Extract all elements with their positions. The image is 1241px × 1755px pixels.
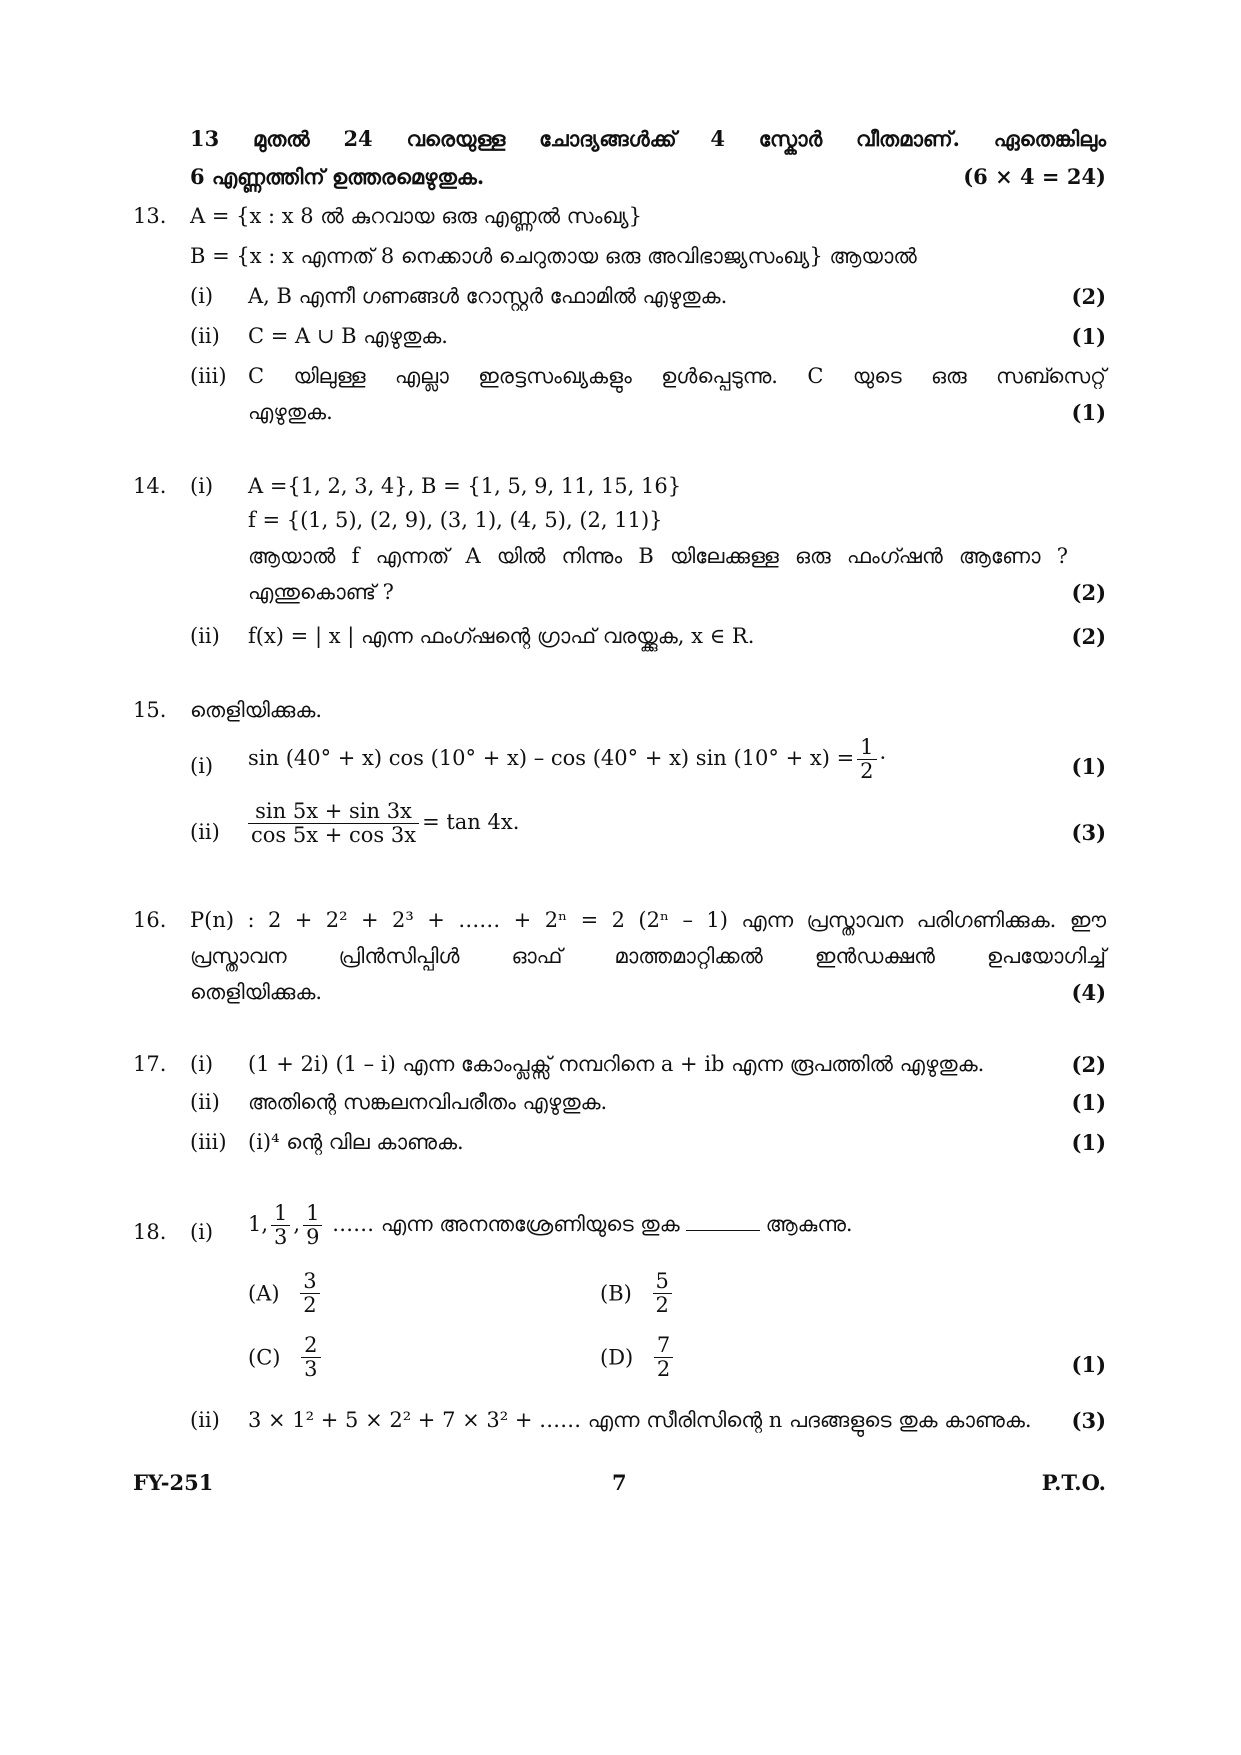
fraction-denominator: 2 bbox=[655, 1293, 669, 1318]
q17-part-2-marks: (1) bbox=[1071, 1090, 1106, 1115]
q15-part-2-marks: (3) bbox=[1071, 820, 1106, 845]
fraction-numerator: 5 bbox=[653, 1270, 672, 1294]
option-b-fraction bbox=[653, 1270, 672, 1317]
q15-part-1-tail: · bbox=[879, 746, 887, 771]
q14-part-2-label: (ii) bbox=[190, 624, 220, 648]
option-d[interactable] bbox=[600, 1334, 676, 1381]
question-number-14: 14. bbox=[133, 474, 167, 498]
q15-intro: തെളിയിക്കുക. bbox=[190, 698, 323, 722]
q18-part-2-text: 3 × 1² + 5 × 2² + 7 × 3² + …… എന്ന സീരിസിന്റെ n പദങ്ങളുടെ തുക കാണുക. bbox=[248, 1408, 1032, 1432]
q14-part-2-text: f(x) = | x | എന്ന ഫംഗ്ഷന്റെ ഗ്രാഫ് വരയ്ക്കുക, x ∈ R. bbox=[248, 624, 755, 648]
option-a-fraction bbox=[300, 1270, 319, 1317]
fraction-denominator: 2 bbox=[860, 759, 874, 784]
q13-part-3-marks: (1) bbox=[1071, 400, 1106, 425]
q16-line-2: പ്രസ്താവന പ്രിൻസിപ്പിൾ ഓഫ് മാത്തമാറ്റിക്കൽ ഇൻഡക്ഷൻ ഉപയോഗിച്ച് bbox=[190, 944, 1106, 968]
series-description: …… എന്ന അനന്തശ്രേണിയുടെ തുക bbox=[332, 1212, 680, 1237]
question-number-15: 15. bbox=[133, 698, 167, 722]
q13-part-3-label: (iii) bbox=[190, 364, 227, 388]
q17-part-2-label: (ii) bbox=[190, 1090, 220, 1114]
q15-part-2-rhs: = tan 4x. bbox=[422, 810, 520, 835]
q13-part-1-marks: (2) bbox=[1071, 284, 1106, 309]
question-number-17: 17. bbox=[133, 1052, 167, 1076]
option-d-label: (D) bbox=[600, 1345, 634, 1370]
q15-part-1-label: (i) bbox=[190, 754, 214, 778]
q17-part-3-label: (iii) bbox=[190, 1130, 227, 1154]
q17-part-2-text: അതിന്റെ സങ്കലനവിപരീതം എഴുതുക. bbox=[248, 1090, 608, 1114]
q14-part-1-line-1: A ={1, 2, 3, 4}, B = {1, 5, 9, 11, 15, 16} bbox=[248, 474, 682, 498]
q13-part-1-text: A, B എന്നീ ഗണങ്ങൾ റോസ്റ്റർ ഫോമിൽ എഴുതുക. bbox=[248, 284, 728, 308]
fraction-denominator: 2 bbox=[656, 1357, 671, 1382]
q17-part-3-marks: (1) bbox=[1071, 1130, 1106, 1155]
option-c-fraction bbox=[301, 1334, 320, 1381]
fraction-numerator: 1 bbox=[271, 1202, 290, 1226]
question-number-16: 16. bbox=[133, 908, 167, 932]
q15-part-2-label: (ii) bbox=[190, 820, 220, 844]
fraction-numerator: 1 bbox=[857, 736, 876, 760]
fraction-numerator: 3 bbox=[300, 1270, 319, 1294]
instructions-marks: (6 × 4 = 24) bbox=[963, 164, 1106, 189]
q14-part-1-label: (i) bbox=[190, 474, 214, 498]
q18-part-1-label: (i) bbox=[190, 1220, 214, 1244]
answer-blank bbox=[686, 1230, 760, 1231]
option-b[interactable] bbox=[600, 1270, 675, 1317]
q13-part-3-text-line-2: എഴുതുക. bbox=[248, 400, 333, 424]
option-d-fraction bbox=[654, 1334, 673, 1381]
q18-part-1-series: 1, $\frac{1}{3}$ , $\frac{1}{9}$ …… എന്ന അനന്തശ്രേണിയുടെ തുക ആകുന്നു. bbox=[248, 1201, 853, 1250]
q13-set-b: B = {x : x എന്നത് 8 നെക്കാൾ ചെറുതായ ഒരു അവിഭാജ്യസംഖ്യ} ആയാൽ bbox=[190, 244, 917, 268]
fraction-denominator: 2 bbox=[303, 1293, 317, 1318]
fraction-numerator: 1 bbox=[303, 1202, 322, 1226]
series-term-1-3 bbox=[271, 1202, 290, 1249]
q14-part-2-marks: (2) bbox=[1071, 624, 1106, 649]
q14-part-1-marks: (2) bbox=[1071, 580, 1106, 605]
fraction-denominator: 3 bbox=[304, 1357, 318, 1382]
q13-set-a: A = {x : x 8 ൽ കുറവായ ഒരു എണ്ണൽ സംഖ്യ} bbox=[190, 204, 642, 228]
q14-part-1-line-3: ആയാൽ f എന്നത് A യിൽ നിന്നും B യിലേക്കുള്ള ഒരു ഫംഗ്ഷൻ ആണോ ? bbox=[248, 544, 1068, 568]
q13-part-2-marks: (1) bbox=[1071, 324, 1106, 349]
fraction-numerator: sin 5x + sin 3x bbox=[248, 800, 419, 824]
fraction-denominator: 3 bbox=[274, 1225, 288, 1250]
question-number-18: 18. bbox=[133, 1220, 167, 1244]
fraction-denominator: 9 bbox=[306, 1225, 320, 1250]
q13-part-2-label: (ii) bbox=[190, 324, 220, 348]
q13-part-2-text: C = A ∪ B എഴുതുക. bbox=[248, 324, 448, 348]
q16-line-3: തെളിയിക്കുക. bbox=[190, 980, 323, 1004]
q15-part-2-fraction bbox=[248, 800, 419, 847]
q16-marks: (4) bbox=[1071, 980, 1106, 1005]
question-number-13: 13. bbox=[133, 204, 167, 228]
please-turn-over: P.T.O. bbox=[1041, 1470, 1106, 1495]
option-a-label: (A) bbox=[248, 1281, 280, 1306]
q13-part-3-text-line-1: C യിലുള്ള എല്ലാ ഇരട്ടസംഖ്യകളും ഉൾപ്പെടുന്നു. C യുടെ ഒരു സബ്സെറ്റ് bbox=[248, 364, 1106, 388]
option-b-label: (B) bbox=[600, 1281, 632, 1306]
series-tail: ആകുന്നു. bbox=[765, 1212, 853, 1237]
q17-part-3-text: (i)⁴ ന്റെ വില കാണുക. bbox=[248, 1130, 464, 1154]
option-c-label: (C) bbox=[248, 1345, 281, 1370]
q15-part-1-fraction bbox=[857, 736, 876, 783]
fraction-numerator: 7 bbox=[654, 1334, 673, 1358]
page-number: 7 bbox=[612, 1470, 627, 1495]
q17-part-1-text: (1 + 2i) (1 – i) എന്ന കോംപ്ലക്സ് നമ്പറിനെ a + ib എന്ന രൂപത്തിൽ എഴുതുക. bbox=[248, 1052, 985, 1076]
instructions-line-1: 13 മുതൽ 24 വരെയുള്ള ചോദ്യങ്ങൾക്ക് 4 സ്കോർ വീതമാണ്. ഏതെങ്കിലും bbox=[190, 126, 1106, 151]
q15-part-1-equation bbox=[248, 736, 886, 783]
q14-part-1-line-4: എന്തുകൊണ്ട് ? bbox=[248, 580, 394, 604]
q18-part-2-label: (ii) bbox=[190, 1408, 220, 1432]
fraction-numerator: 2 bbox=[301, 1334, 320, 1358]
q13-part-1-label: (i) bbox=[190, 284, 214, 308]
q15-part-2-equation bbox=[248, 800, 519, 847]
fraction-denominator: cos 5x + cos 3x bbox=[251, 823, 417, 848]
instructions-line-2: 6 എണ്ണത്തിന് ഉത്തരമെഴുതുക. bbox=[190, 164, 485, 189]
q14-part-1-line-2: f = {(1, 5), (2, 9), (3, 1), (4, 5), (2, 11)} bbox=[248, 508, 663, 532]
series-term-1-9 bbox=[303, 1202, 322, 1249]
q17-part-1-label: (i) bbox=[190, 1052, 214, 1076]
q18-part-1-marks: (1) bbox=[1071, 1352, 1106, 1377]
q15-part-1-marks: (1) bbox=[1071, 754, 1106, 779]
series-first-term: 1, bbox=[248, 1212, 269, 1237]
q16-line-1: P(n) : 2 + 2² + 2³ + …… + 2ⁿ = 2 (2ⁿ – 1) എന്ന പ്രസ്താവന പരിഗണിക്കുക. ഈ bbox=[190, 908, 1106, 932]
option-c[interactable] bbox=[248, 1334, 324, 1381]
paper-code: FY-251 bbox=[133, 1470, 214, 1495]
option-a[interactable] bbox=[248, 1270, 323, 1317]
q17-part-1-marks: (2) bbox=[1071, 1052, 1106, 1077]
q15-part-1-lhs: sin (40° + x) cos (10° + x) – cos (40° + x) sin (10° + x) = bbox=[248, 746, 855, 771]
q18-part-2-marks: (3) bbox=[1071, 1408, 1106, 1433]
